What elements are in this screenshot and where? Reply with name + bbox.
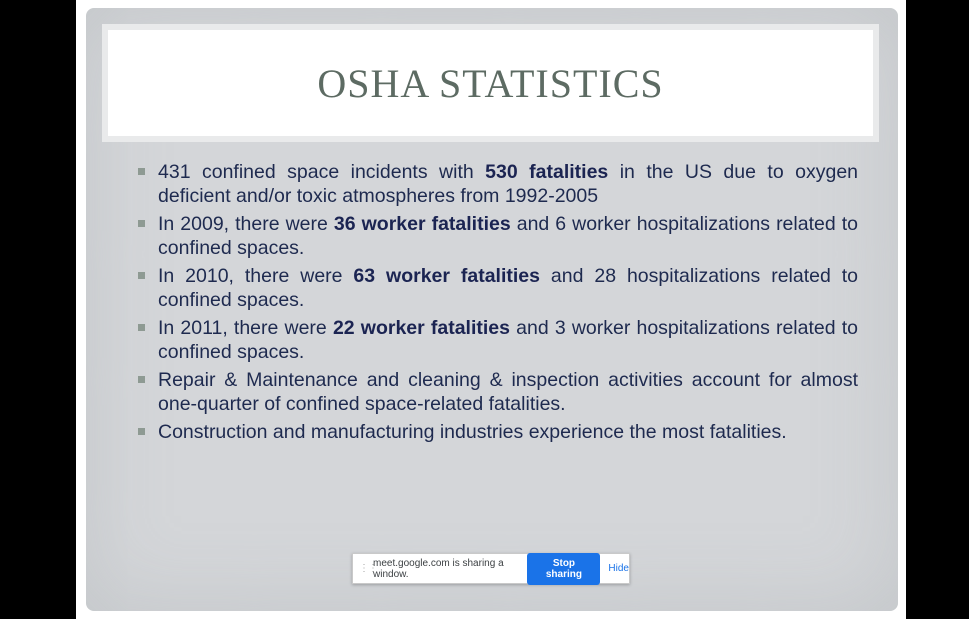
bullet-item — [136, 212, 858, 260]
bullet-text: Repair & Maintenance and cleaning & inspection activities account for almost one-quarter of confined space-related fatalities. — [158, 369, 858, 415]
bullet-marker-icon — [138, 428, 145, 435]
bullet-item — [136, 264, 858, 312]
bullet-emphasis: 530 fatalities — [485, 161, 609, 183]
bullet-item — [136, 316, 858, 364]
bullet-text: 431 confined space incidents with — [158, 161, 486, 183]
bullet-text: and 6 worker hospitalizations related to confined spaces. — [158, 213, 858, 259]
bullet-item — [136, 420, 858, 444]
bullet-marker-icon — [138, 272, 145, 279]
share-message: meet.google.com is sharing a window. — [373, 557, 504, 580]
bullet-emphasis: 63 worker fatalities — [353, 265, 540, 287]
drag-handle-icon[interactable]: ⋮⋮ — [359, 563, 377, 574]
hide-button[interactable]: Hide — [608, 563, 629, 574]
bullet-item — [136, 368, 858, 416]
screen-share-bar — [352, 553, 630, 584]
bullet-text: and 28 hospitalizations related to confined spaces. — [158, 265, 858, 311]
bullet-text: in the US due to oxygen deficient and/or toxic atmospheres from 1992-2005 — [158, 161, 859, 207]
bullet-marker-icon — [138, 168, 145, 175]
bullet-marker-icon — [138, 324, 145, 331]
bullet-emphasis: 36 worker fatalities — [333, 213, 511, 235]
bullet-emphasis: 22 worker fatalities — [332, 317, 510, 339]
stop-sharing-button[interactable]: Stop sharing — [527, 553, 600, 585]
bullet-marker-icon — [138, 220, 145, 227]
bullet-text: In 2011, there were — [158, 317, 333, 339]
bullet-list — [136, 160, 858, 448]
bullet-item — [136, 160, 858, 208]
bullet-marker-icon — [138, 376, 145, 383]
bullet-text: In 2009, there were — [158, 213, 334, 235]
bullet-text: Construction and manufacturing industries experience the most fatalities. — [158, 421, 787, 443]
bullet-text: and 3 worker hospitalizations related to confined spaces. — [158, 317, 859, 363]
bullet-text: In 2010, there were — [158, 265, 354, 287]
slide-title-box — [102, 24, 879, 142]
slide-title: OSHA STATISTICS — [317, 60, 664, 106]
